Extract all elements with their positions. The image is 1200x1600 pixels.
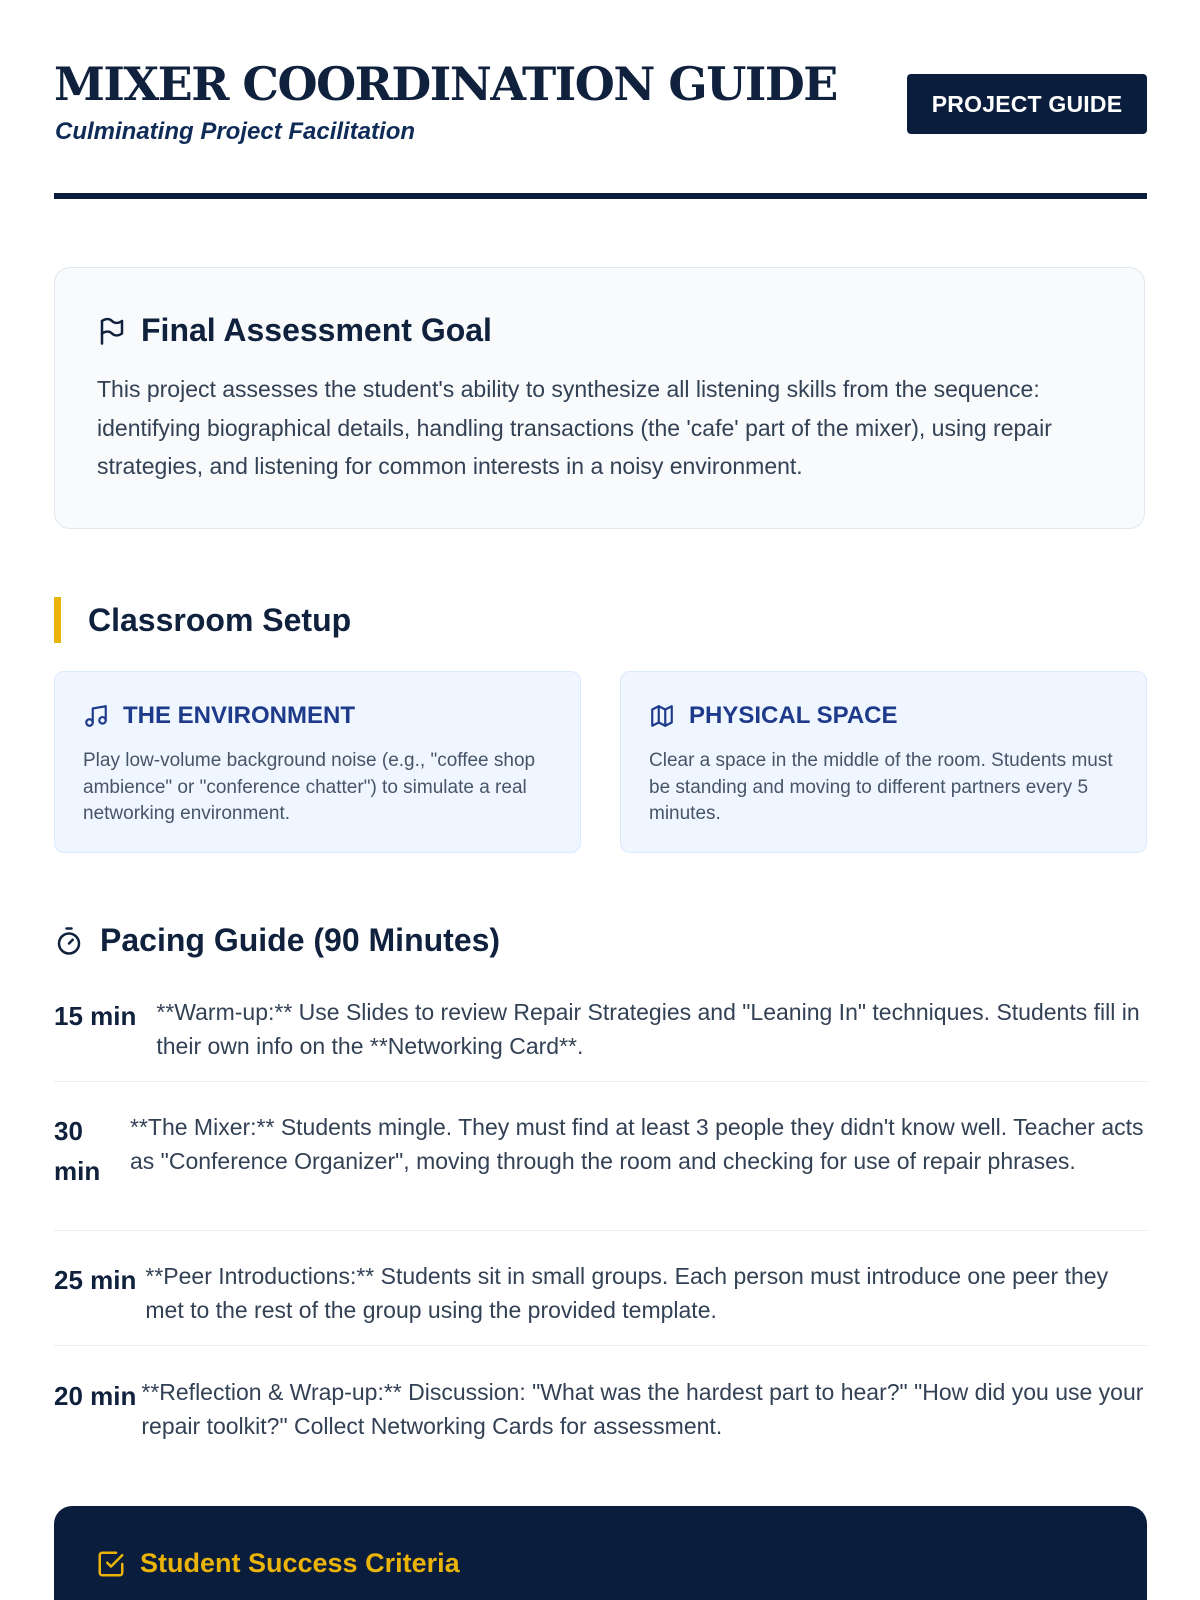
flag-icon (97, 315, 127, 347)
physical-space-card-text: Clear a space in the middle of the room. Students must be standing and moving to different partners every 5 minutes. (649, 750, 1113, 824)
music-note-icon (83, 703, 109, 729)
pacing-divider (54, 1230, 1147, 1231)
pacing-row-time: 25 min (54, 1265, 137, 1295)
student-success-criteria-card (54, 1506, 1147, 1600)
physical-space-card (620, 671, 1147, 853)
pacing-row-time: 15 min (54, 1001, 137, 1031)
criteria-heading-row (96, 1548, 460, 1579)
pacing-row-peer-introductions (54, 1259, 1147, 1327)
pacing-row-mixer (54, 1110, 1147, 1191)
physical-space-card-header (649, 702, 898, 730)
criteria-heading: Student Success Criteria (140, 1548, 460, 1578)
classroom-setup-heading: Classroom Setup (88, 601, 352, 638)
pacing-heading-row (54, 922, 500, 959)
page-subtitle: Culminating Project Facilitation (55, 118, 416, 145)
pacing-row-time: 20 min (54, 1381, 137, 1411)
pacing-row-text: **Warm-up:** Use Slides to review Repair Strategies and "Leaning In" techniques. Students fill in their own info on the **Networking Card**. (156, 999, 1140, 1059)
goal-description: This project assesses the student's ability to synthesize all listening skills from the sequence: identifying biographical details, handling transactions (the 'cafe' part of the mixer), using repair strategies, and listening for common interests in a noisy environment. (97, 376, 1052, 479)
pacing-row-time: 30 min (54, 1116, 101, 1186)
map-icon (649, 703, 675, 729)
environment-card (54, 671, 581, 853)
page-header (54, 56, 1147, 152)
final-assessment-goal-card (54, 267, 1145, 529)
page-title: MIXER COORDINATION GUIDE (54, 57, 837, 111)
goal-heading: Final Assessment Goal (141, 312, 492, 348)
pacing-divider (54, 1081, 1147, 1082)
stopwatch-icon (54, 925, 84, 957)
checkbox-icon (96, 1549, 126, 1579)
pacing-row-reflection (54, 1375, 1147, 1443)
classroom-setup-heading-row (54, 597, 351, 643)
physical-space-card-title: PHYSICAL SPACE (689, 702, 898, 729)
pacing-row-warm-up (54, 995, 1147, 1063)
environment-card-title: THE ENVIRONMENT (123, 702, 356, 729)
project-guide-badge: PROJECT GUIDE (907, 74, 1147, 134)
pacing-row-text: **The Mixer:** Students mingle. They must find at least 3 people they didn't know well. Teacher acts as "Conference Organizer", moving through the room and checking for use of repair phrases. (130, 1114, 1144, 1174)
pacing-divider (54, 1345, 1147, 1346)
header-divider (54, 193, 1147, 199)
environment-card-text: Play low-volume background noise (e.g., "coffee shop ambience" or "conference chatter") to simulate a real networking environment. (83, 750, 536, 824)
pacing-heading: Pacing Guide (90 Minutes) (100, 922, 501, 958)
pacing-row-text: **Reflection & Wrap-up:** Discussion: "What was the hardest part to hear?" "How did you use your repair toolkit?" Collect Networking Cards for assessment. (141, 1379, 1144, 1439)
environment-card-header (83, 702, 355, 730)
pacing-row-text: **Peer Introductions:** Students sit in small groups. Each person must introduce one peer they met to the rest of the group using the provided template. (145, 1263, 1109, 1323)
goal-heading-row (97, 312, 492, 349)
